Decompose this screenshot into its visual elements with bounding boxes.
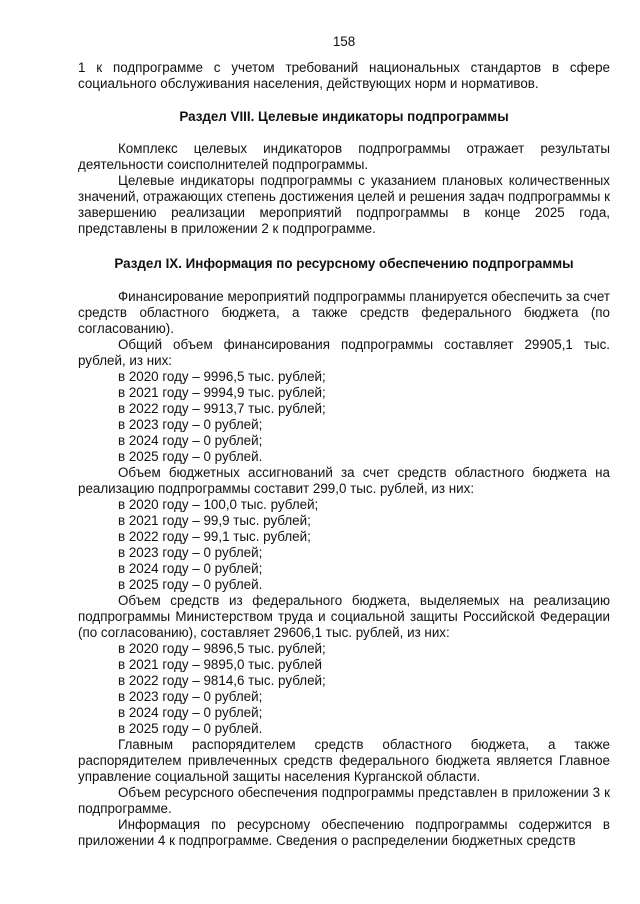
continuation-paragraph: 1 к подпрограмме с учетом требований национальных стандартов в сфере социального обслуживания населения, действующих норм и нормативов. xyxy=(78,60,610,91)
resource-volume-paragraph: Объем ресурсного обеспечения подпрограммы представлен в приложении 3 к подпрограмме. xyxy=(78,785,610,816)
section-8-title: Раздел VIII. Целевые индикаторы подпрограммы xyxy=(179,109,509,124)
main-manager-paragraph: Главным распорядителем средств областного бюджета, а также распорядителем привлеченных средств федерального бюджета является Главное управление социальной защиты населения Курганской области. xyxy=(78,737,610,784)
list-item: в 2024 году – 0 рублей; xyxy=(118,433,263,448)
list-item: в 2022 году – 99,1 тыс. рублей; xyxy=(118,529,311,544)
financing-paragraph: Финансирование мероприятий подпрограммы планируется обеспечить за счет средств областного бюджета, а также средств федерального бюджета (по согласованию). xyxy=(78,289,610,336)
section-9-title: Раздел IX. Информация по ресурсному обеспечению подпрограммы xyxy=(114,256,574,271)
list-item: в 2022 году – 9913,7 тыс. рублей; xyxy=(118,401,326,416)
list-item: в 2024 году – 0 рублей; xyxy=(118,705,263,720)
resource-info-paragraph: Информация по ресурсному обеспечению подпрограммы содержится в приложении 4 к подпрограмме. Сведения о распределении бюджетных средств xyxy=(78,817,610,848)
list-item: в 2020 году – 9996,5 тыс. рублей; xyxy=(118,369,326,384)
total-funding-paragraph: Общий объем финансирования подпрограммы составляет 29905,1 тыс. рублей, из них: xyxy=(78,337,610,368)
list-item: в 2020 году – 9896,5 тыс. рублей; xyxy=(118,641,326,656)
section-8-paragraph: Целевые индикаторы подпрограммы с указанием плановых количественных значений, отражающих степень достижения целей и решения задач подпрограммы к завершению реализации мероприятий подпрограммы в конце 2025 года, представлены в приложении 2 к подпрограмме. xyxy=(78,173,610,236)
regional-budget-paragraph: Объем бюджетных ассигнований за счет средств областного бюджета на реализацию подпрограммы составит 299,0 тыс. рублей, из них: xyxy=(78,465,610,496)
list-item: в 2025 году – 0 рублей. xyxy=(118,721,263,736)
page-number: 158 xyxy=(332,34,356,49)
list-item: в 2020 году – 100,0 тыс. рублей; xyxy=(118,497,319,512)
list-item: в 2024 году – 0 рублей; xyxy=(118,561,263,576)
list-item: в 2025 году – 0 рублей. xyxy=(118,577,263,592)
list-item: в 2021 году – 9994,9 тыс. рублей; xyxy=(118,385,326,400)
list-item: в 2023 году – 0 рублей; xyxy=(118,689,263,704)
federal-budget-paragraph: Объем средств из федерального бюджета, выделяемых на реализацию подпрограммы Министерством труда и социальной защиты Российской Федерации (по согласованию), составляет 29606,1 тыс. рублей, из них: xyxy=(78,593,610,640)
list-item: в 2021 году – 99,9 тыс. рублей; xyxy=(118,513,311,528)
list-item: в 2023 году – 0 рублей; xyxy=(118,417,263,432)
list-item: в 2022 году – 9814,6 тыс. рублей; xyxy=(118,673,326,688)
list-item: в 2023 году – 0 рублей; xyxy=(118,545,263,560)
list-item: в 2025 году – 0 рублей. xyxy=(118,449,263,464)
list-item: в 2021 году – 9895,0 тыс. рублей xyxy=(118,657,323,672)
section-8-paragraph: Комплекс целевых индикаторов подпрограммы отражает результаты деятельности соисполнителей подпрограммы. xyxy=(78,141,610,172)
